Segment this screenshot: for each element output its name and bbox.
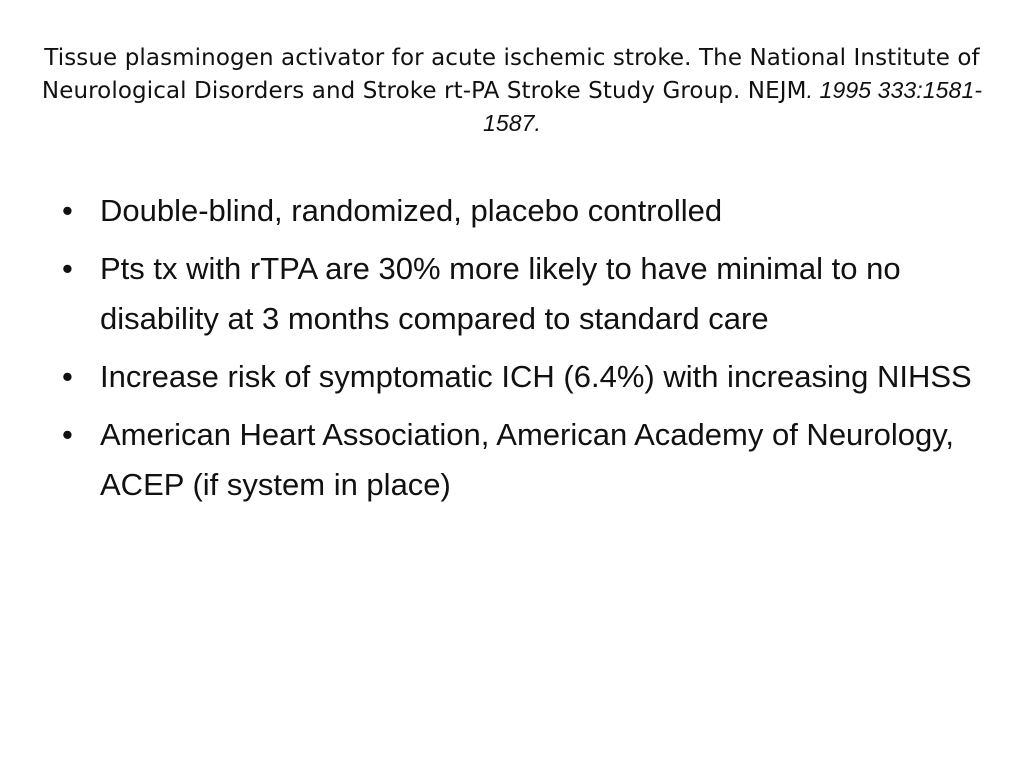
title-citation: . 1995 333:1581-1587. [482,77,983,136]
bullet-list [56,186,976,518]
bullet-item [56,244,976,344]
bullet-text: American Heart Association, American Academy of Neurology, ACEP (if system in place) [100,417,955,502]
bullet-icon: • [62,251,73,286]
bullet-icon: • [62,193,73,228]
bullet-text: Increase risk of symptomatic ICH (6.4%) with increasing NIHSS [100,359,972,394]
title-text: Tissue plasminogen activator for acute ischemic stroke. The National Institute of Neurological Disorders and Stroke rt-PA Stroke Study Group. NEJM [41,45,980,104]
bullet-item [56,186,976,236]
bullet-icon: • [62,417,73,452]
bullet-text: Pts tx with rTPA are 30% more likely to have minimal to no disability at 3 months compared to standard care [100,251,901,336]
bullet-item [56,352,976,402]
bullet-item [56,410,976,510]
bullet-icon: • [62,359,73,394]
slide-title [40,42,984,140]
bullet-text: Double-blind, randomized, placebo controlled [100,193,723,228]
